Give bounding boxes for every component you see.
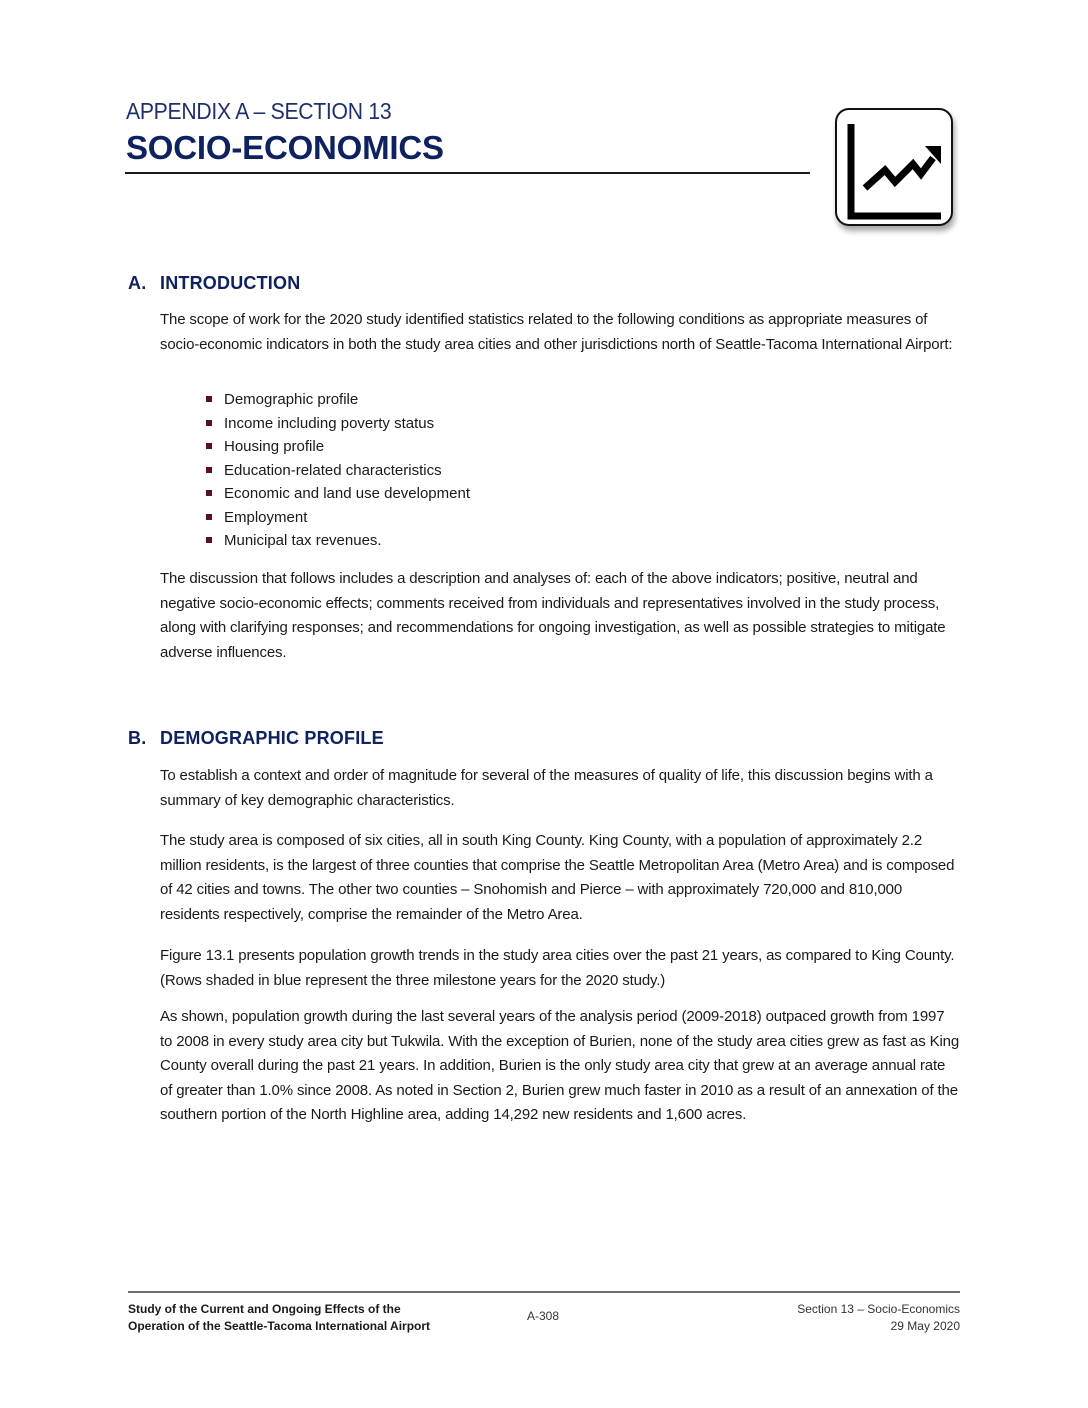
figure-reference-paragraph: Figure 13.1 presents population growth trends in the study area cities over the past 21 years, as compared to King County. (Rows shaded in blue represent the three milestone years for the 2020 study.)	[160, 947, 955, 989]
bullet-item: Demographic profile	[206, 388, 470, 412]
page-title: SOCIO-ECONOMICS	[126, 129, 444, 166]
section-a-title: INTRODUCTION	[160, 273, 301, 293]
footer-study-title: Study of the Current and Ongoing Effects of the Operation of the Seattle-Tacoma International Airport	[128, 1302, 431, 1333]
section-b-heading	[128, 728, 384, 749]
square-bullet-icon	[206, 490, 212, 496]
chart-glyph	[837, 110, 951, 224]
discussion-paragraph: The discussion that follows includes a description and analyses of: each of the above indicators; positive, neutral and negative socio-economic effects; comments received from individuals and representatives involved in the study process, along with clarifying responses; and recommendations for ongoing investigation, as well as possible strategies to mitigate adverse influences.	[160, 570, 946, 661]
square-bullet-icon	[206, 443, 212, 449]
bullet-item: Economic and land use development	[206, 482, 470, 506]
footer-section-name: Section 13 – Socio-Economics	[797, 1302, 960, 1316]
title-underline-divider	[125, 172, 810, 174]
section-a-letter: A.	[128, 273, 147, 293]
bullet-item: Housing profile	[206, 435, 470, 459]
square-bullet-icon	[206, 537, 212, 543]
square-bullet-icon	[206, 396, 212, 402]
section-a-heading	[128, 273, 300, 294]
study-area-paragraph: The study area is composed of six cities, all in south King County. King County, with a population of approximately 2.2 million residents, is the largest of three counties that comprise the Seattle Metropolitan Area (Metro Area) and is composed of 42 cities and towns. The other two counties – Snohomish and Pierce – with approximately 720,000 and 810,000 residents respectively, comprise the remainder of the Metro Area.	[160, 832, 955, 923]
appendix-section-label: APPENDIX A – SECTION 13	[126, 98, 392, 124]
footer-section-info	[797, 1301, 960, 1335]
footer-date: 29 May 2020	[890, 1319, 960, 1333]
indicator-bullet-list	[206, 388, 470, 553]
line-chart-trending-up-icon	[835, 108, 953, 226]
bullet-item: Education-related characteristics	[206, 459, 470, 483]
section-b-title: DEMOGRAPHIC PROFILE	[160, 728, 384, 748]
page-header	[126, 96, 810, 168]
footer-divider	[128, 1291, 960, 1293]
growth-analysis-paragraph: As shown, population growth during the last several years of the analysis period (2009-2018) outpaced growth from 1997 to 2008 in every study area city but Tukwila. With the exception of Burien, none of the study area cities grew as fast as King County overall during the past 21 years. In addition, Burien is the only study area city that grew at an average annual rate of greater than 1.0% since 2008. As noted in Section 2, Burien grew much faster in 2010 as a result of an annexation of the southern portion of the North Highline area, adding 14,292 new residents and 1,600 acres.	[160, 1008, 960, 1124]
bullet-item: Municipal tax revenues.	[206, 529, 470, 553]
square-bullet-icon	[206, 420, 212, 426]
square-bullet-icon	[206, 514, 212, 520]
section-b-letter: B.	[128, 728, 147, 748]
intro-paragraph: The scope of work for the 2020 study identified statistics related to the following conditions as appropriate measures of socio-economic indicators in both the study area cities and other jurisdictions north of Seattle-Tacoma International Airport:	[160, 311, 953, 353]
context-paragraph: To establish a context and order of magnitude for several of the measures of quality of life, this discussion begins with a summary of key demographic characteristics.	[160, 767, 933, 809]
square-bullet-icon	[206, 467, 212, 473]
bullet-item: Employment	[206, 506, 470, 530]
bullet-item: Income including poverty status	[206, 412, 470, 436]
page-number: A-308	[527, 1309, 560, 1323]
